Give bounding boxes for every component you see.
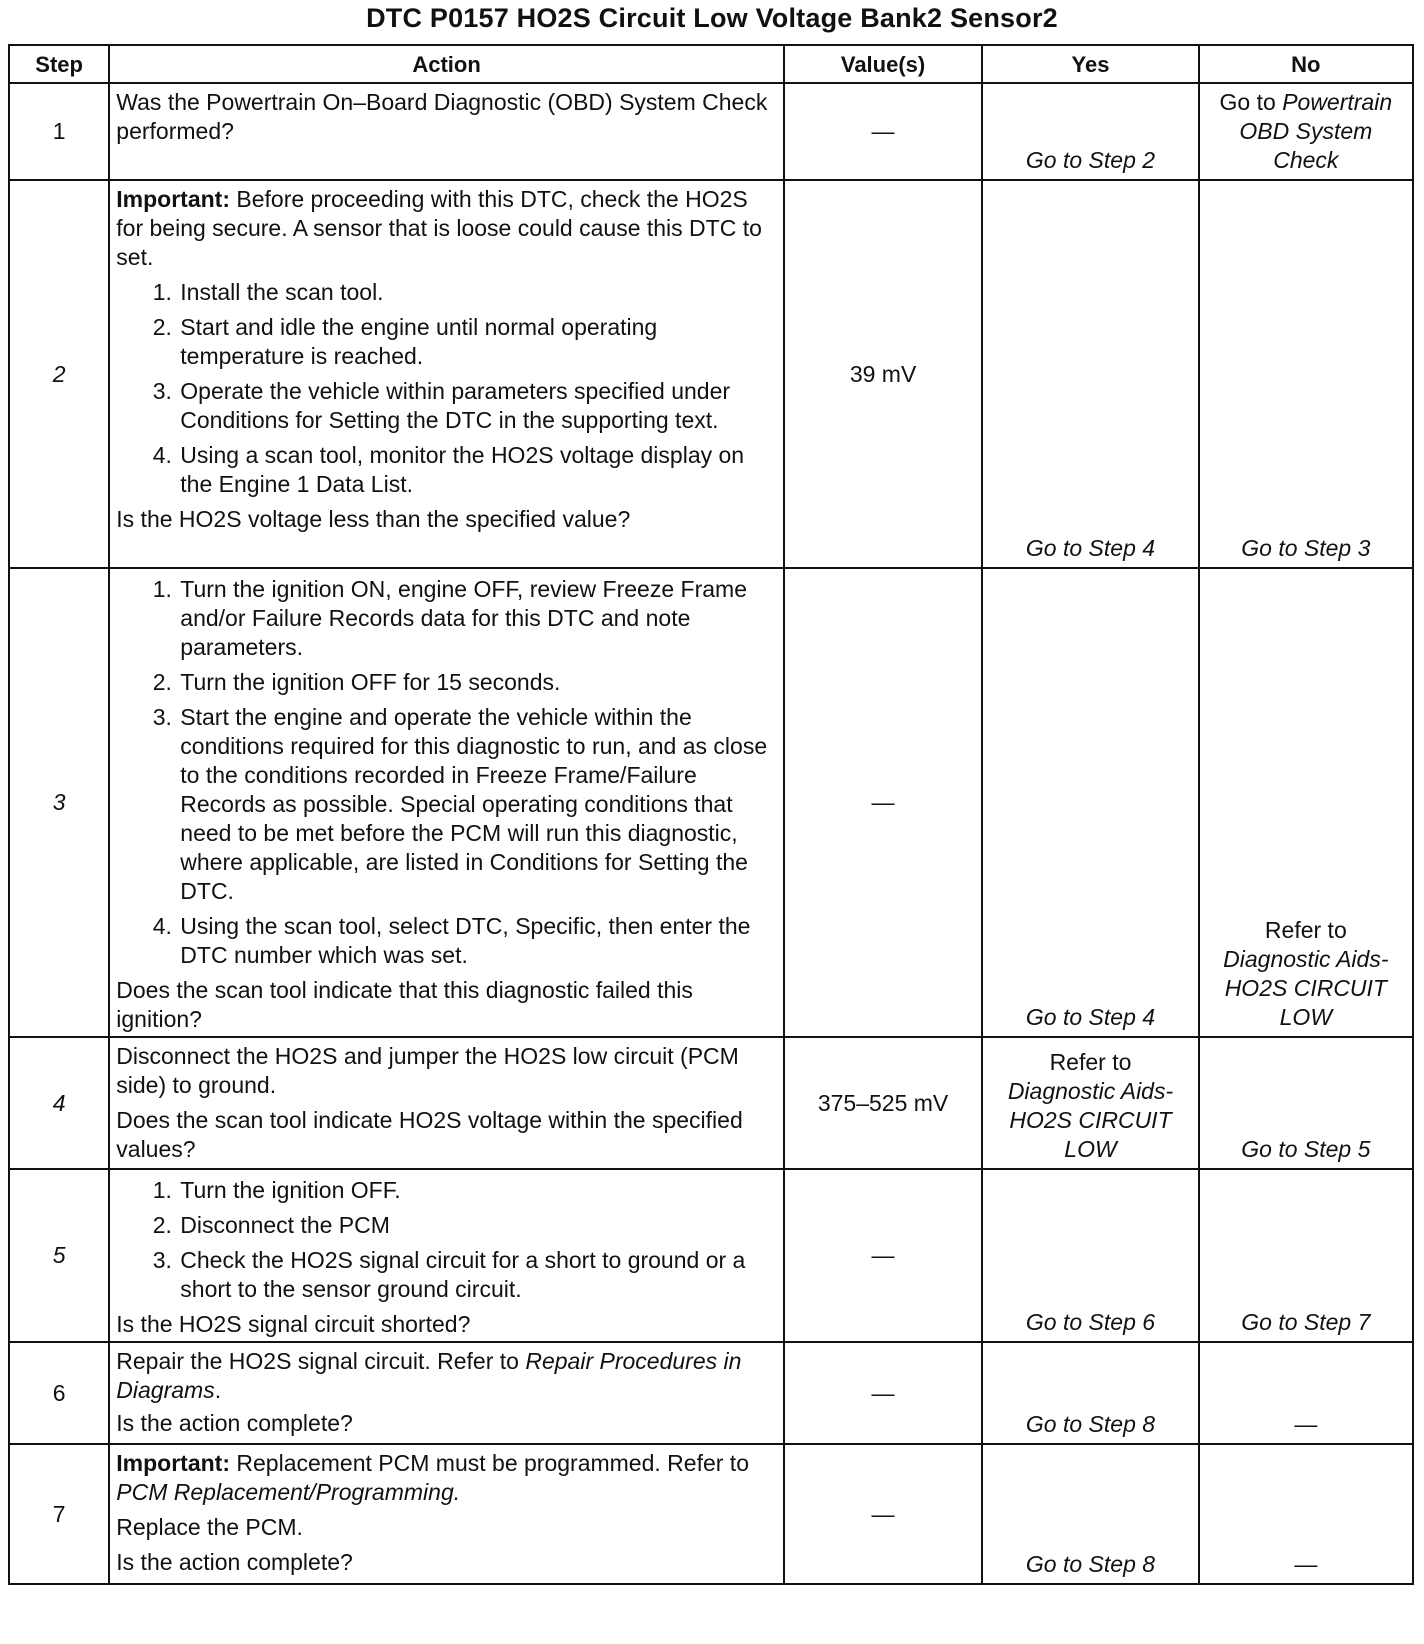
important-label: Important: [116,1450,230,1476]
yes-cell: Go to Step 2 [982,83,1198,180]
value-cell: — [784,1342,982,1444]
table-row [9,1342,1413,1444]
header-action: Action [109,45,784,83]
action-suffix: . [214,1377,222,1403]
procedure-list [116,575,777,970]
value-cell: — [784,1444,982,1584]
question-text: Does the scan tool indicate HO2S voltage within the specified values? [116,1107,743,1162]
step-number: 4 [9,1037,109,1169]
action-cell [109,180,784,568]
header-yes: Yes [982,45,1198,83]
no-prefix: Refer to [1264,917,1347,943]
list-item: 1. Install the scan tool. [178,278,777,307]
no-cell: Go to Step 3 [1199,180,1413,568]
value-cell: — [784,83,982,180]
header-row [9,45,1413,83]
action-link: Repair Procedures in Diagrams [116,1348,742,1403]
step-number: 6 [9,1342,109,1444]
list-item: 1. Turn the ignition OFF. [178,1176,777,1205]
question-text: Is the HO2S voltage less than the specified value? [116,506,631,532]
table-row [9,1037,1413,1169]
value-cell: 39 mV [784,180,982,568]
important-text: Replacement PCM must be programmed. Refer to [230,1450,749,1476]
document-title: DTC P0157 HO2S Circuit Low Voltage Bank2 Sensor2 [366,3,1058,33]
important-label: Important: [116,186,230,212]
question-text: Does the scan tool indicate that this diagnostic failed this ignition? [116,977,693,1032]
list-item: 2. Disconnect the PCM [178,1211,777,1240]
step-number: 7 [9,1444,109,1584]
table-row [9,83,1413,180]
no-link: Powertrain OBD System Check [1239,89,1393,173]
table-row [9,568,1413,1037]
yes-cell: Go to Step 4 [982,180,1198,568]
step-number: 3 [9,568,109,1037]
header-no: No [1199,45,1413,83]
no-cell: Go to Step 5 [1199,1037,1413,1169]
no-prefix: Go to [1219,89,1283,115]
diagnostic-table [8,44,1414,1585]
important-note [116,185,777,272]
action-cell [109,83,784,180]
yes-cell: Go to Step 8 [982,1342,1198,1444]
action-cell [109,568,784,1037]
no-cell [1199,83,1413,180]
yes-cell: Go to Step 8 [982,1444,1198,1584]
table-row [9,1444,1413,1584]
important-link: PCM Replacement/Programming. [116,1479,461,1505]
list-item: 4. Using a scan tool, monitor the HO2S voltage display on the Engine 1 Data List. [178,441,777,499]
value-cell: — [784,1169,982,1342]
question-text: Is the action complete? [116,1410,353,1436]
no-cell: — [1199,1444,1413,1584]
list-item: 3. Start the engine and operate the vehicle within the conditions required for this diagnostic to run, and as close to the conditions recorded in Freeze Frame/Failure Records as possible. Special operating conditions that need to be met before the PCM will run this diagnostic, where applicable, are listed in Conditions for Setting the DTC. [178,703,777,906]
no-cell: Go to Step 7 [1199,1169,1413,1342]
action-text: Replace the PCM. [116,1514,303,1540]
value-cell: — [784,568,982,1037]
action-text: Disconnect the HO2S and jumper the HO2S low circuit (PCM side) to ground. [116,1043,739,1098]
table-row [9,1169,1413,1342]
action-cell [109,1342,784,1444]
question-text: Is the action complete? [116,1549,353,1575]
list-item: 3. Operate the vehicle within parameters specified under Conditions for Setting the DTC in the supporting text. [178,377,777,435]
step-number: 2 [9,180,109,568]
list-item: 2. Start and idle the engine until normal operating temperature is reached. [178,313,777,371]
list-item: 2. Turn the ignition OFF for 15 seconds. [178,668,777,697]
no-cell: — [1199,1342,1413,1444]
yes-cell: Go to Step 4 [982,568,1198,1037]
step-number: 1 [9,83,109,180]
yes-prefix: Refer to [1049,1049,1132,1075]
important-note [116,1449,777,1507]
action-cell [109,1037,784,1169]
list-item: 3. Check the HO2S signal circuit for a short to ground or a short to the sensor ground circuit. [178,1246,777,1304]
question-text: Is the HO2S signal circuit shorted? [116,1311,471,1337]
yes-cell: Go to Step 6 [982,1169,1198,1342]
procedure-list [116,278,777,499]
list-item: 1. Turn the ignition ON, engine OFF, review Freeze Frame and/or Failure Records data for this DTC and note parameters. [178,575,777,662]
yes-cell [982,1037,1198,1169]
step-number: 5 [9,1169,109,1342]
no-cell [1199,568,1413,1037]
procedure-list [116,1176,777,1304]
action-cell [109,1169,784,1342]
important-text: Before proceeding with this DTC, check the HO2S for being secure. A sensor that is loose could cause this DTC to set. [116,186,762,270]
action-prefix: Repair the HO2S signal circuit. Refer to [116,1348,526,1374]
action-text: Was the Powertrain On–Board Diagnostic (OBD) System Check performed? [116,89,768,144]
no-link: Diagnostic Aids-HO2S CIRCUIT LOW [1223,946,1389,1030]
yes-link: Diagnostic Aids-HO2S CIRCUIT LOW [1007,1078,1174,1162]
table-row [9,180,1413,568]
action-cell [109,1444,784,1584]
action-text [116,1347,777,1405]
header-values: Value(s) [784,45,982,83]
header-step: Step [9,45,109,83]
value-cell: 375–525 mV [784,1037,982,1169]
list-item: 4. Using the scan tool, select DTC, Specific, then enter the DTC number which was set. [178,912,777,970]
